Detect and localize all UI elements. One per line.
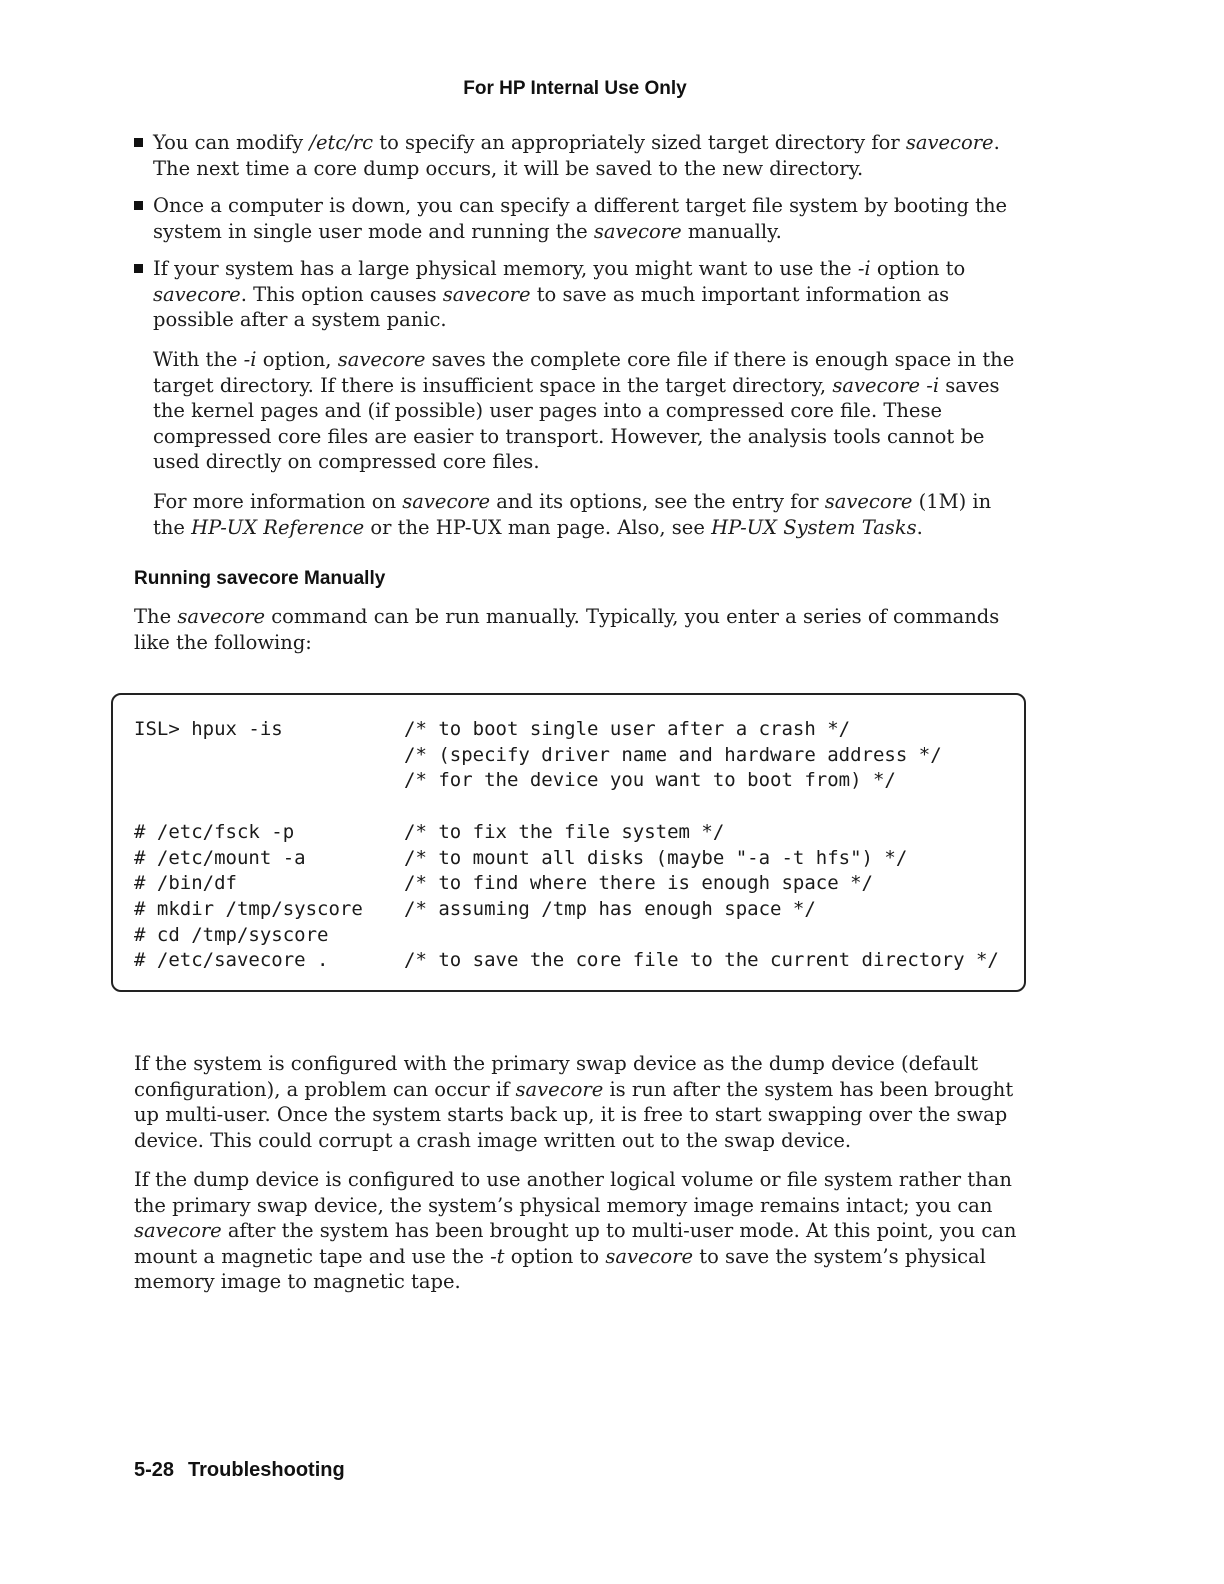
- page-footer: [134, 1459, 345, 1482]
- code-command-line: # mkdir /tmp/syscore: [134, 898, 363, 920]
- indented-paragraph: For more information on savecore and its options, see the entry for savecore (1M) in the HP-UX Reference or the HP-UX man page. Also, see HP-UX System Tasks.: [153, 490, 992, 539]
- code-command-line: # /etc/fsck -p: [134, 821, 295, 843]
- code-command-line: # cd /tmp/syscore: [134, 924, 329, 946]
- code-comment: /* to mount all disks (maybe "-a -t hfs") */: [404, 847, 908, 869]
- code-comment: /* to fix the file system */: [404, 821, 725, 843]
- bullet-item: [134, 193, 1014, 244]
- code-comment: /* to save the core file to the current directory */: [404, 949, 999, 971]
- code-comment: /* to boot single user after a crash */: [404, 718, 851, 740]
- indented-paragraph: With the -i option, savecore saves the complete core file if there is enough space in the target directory. If there is insufficient space in the target directory, savecore -i saves the kernel pages and (if possible) user pages into a compressed core file. These compressed core files are easier to transport. However, the analysis tools cannot be used directly on compressed core files.: [153, 348, 1015, 474]
- code-comment: /* for the device you want to boot from) */: [404, 769, 896, 791]
- bullet-text: If your system has a large physical memory, you might want to use the -i option to savecore. This option causes savecore to save as much important information as possible after a system panic.: [153, 257, 966, 332]
- page-header: For HP Internal Use Only: [463, 78, 687, 99]
- section-heading: Running savecore Manually: [134, 568, 386, 589]
- code-command-line: ISL> hpux -is: [134, 718, 283, 740]
- bullet-square-icon: [134, 264, 143, 273]
- bullet-item: [134, 130, 1014, 181]
- code-command-line: # /etc/mount -a: [134, 847, 306, 869]
- bullet-square-icon: [134, 201, 143, 210]
- code-comment: /* assuming /tmp has enough space */: [404, 898, 816, 920]
- bullet-text: You can modify /etc/rc to specify an appropriately sized target directory for savecore. The next time a core dump occurs, it will be saved to the new directory.: [153, 131, 1000, 180]
- page-number: 5-28: [134, 1459, 175, 1481]
- code-command-line: # /etc/savecore .: [134, 949, 329, 971]
- body-paragraph: If the dump device is configured to use another logical volume or file system rather than the primary swap device, the system’s physical memory image remains intact; you can savecore after the system has been brought up to multi-user mode. At this point, you can mount a magnetic tape and use the -t option to savecore to save the system’s physical memory image to magnetic tape.: [134, 1168, 1017, 1294]
- bullet-square-icon: [134, 138, 143, 147]
- footer-section-title: Troubleshooting: [188, 1459, 345, 1481]
- body-paragraph: If the system is configured with the primary swap device as the dump device (default configuration), a problem can occur if savecore is run after the system has been brought up multi-user. Once the system starts back up, it is free to start swapping over the swap device. This could corrupt a crash image written out to the swap device.: [134, 1052, 1014, 1152]
- code-comment: /* (specify driver name and hardware address */: [404, 744, 942, 766]
- intro-paragraph: The savecore command can be run manually. Typically, you enter a series of commands like the following:: [134, 605, 1000, 654]
- bullet-text: Once a computer is down, you can specify a different target file system by booting the system in single user mode and running the savecore manually.: [153, 194, 1008, 243]
- code-command-line: # /bin/df: [134, 872, 237, 894]
- bullet-item: [134, 256, 1014, 333]
- code-comment: /* to find where there is enough space */: [404, 872, 873, 894]
